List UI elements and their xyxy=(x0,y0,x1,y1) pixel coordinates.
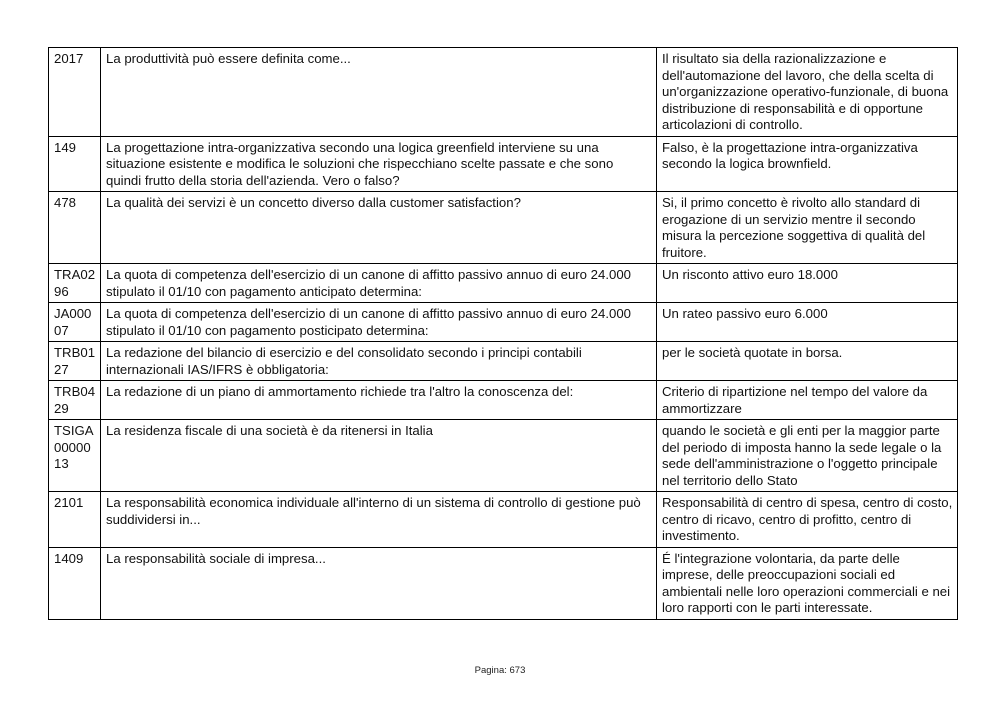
row-question: La responsabilità sociale di impresa... xyxy=(101,547,657,619)
row-code: 2017 xyxy=(49,48,101,137)
table-row xyxy=(49,420,958,492)
row-code: TSIGA0000013 xyxy=(49,420,101,492)
row-question: La responsabilità economica individuale all'interno di un sistema di controllo di gestione può suddividersi in... xyxy=(101,492,657,548)
table-row xyxy=(49,492,958,548)
table-row xyxy=(49,192,958,264)
table-row xyxy=(49,136,958,192)
row-answer: É l'integrazione volontaria, da parte delle imprese, delle preoccupazioni sociali ed ambientali nelle loro operazioni commerciali e nei loro rapporti con le parti interessate. xyxy=(657,547,958,619)
row-answer: Un rateo passivo euro 6.000 xyxy=(657,303,958,342)
row-code: 1409 xyxy=(49,547,101,619)
qa-table-container xyxy=(48,47,957,620)
table-row xyxy=(49,264,958,303)
row-answer: quando le società e gli enti per la maggior parte del periodo di imposta hanno la sede legale o la sede dell'amministrazione o l'oggetto principale nel territorio dello Stato xyxy=(657,420,958,492)
row-answer: Falso, è la progettazione intra-organizzativa secondo la logica brownfield. xyxy=(657,136,958,192)
page-number: Pagina: 673 xyxy=(474,665,526,676)
row-code: 149 xyxy=(49,136,101,192)
row-code: JA00007 xyxy=(49,303,101,342)
row-code: TRB0127 xyxy=(49,342,101,381)
row-answer: Responsabilità di centro di spesa, centro di costo, centro di ricavo, centro di profitto, centro di investimento. xyxy=(657,492,958,548)
row-code: TRA0296 xyxy=(49,264,101,303)
table-row xyxy=(49,303,958,342)
row-question: La qualità dei servizi è un concetto diverso dalla customer satisfaction? xyxy=(101,192,657,264)
row-question: La redazione del bilancio di esercizio e del consolidato secondo i principi contabili internazionali IAS/IFRS è obbligatoria: xyxy=(101,342,657,381)
row-question: La quota di competenza dell'esercizio di un canone di affitto passivo annuo di euro 24.000 stipulato il 01/10 con pagamento posticipato determina: xyxy=(101,303,657,342)
row-question: La residenza fiscale di una società è da ritenersi in Italia xyxy=(101,420,657,492)
row-question: La produttività può essere definita come... xyxy=(101,48,657,137)
row-question: La redazione di un piano di ammortamento richiede tra l'altro la conoscenza del: xyxy=(101,381,657,420)
row-answer: Criterio di ripartizione nel tempo del valore da ammortizzare xyxy=(657,381,958,420)
table-row xyxy=(49,381,958,420)
row-answer: per le società quotate in borsa. xyxy=(657,342,958,381)
row-code: 478 xyxy=(49,192,101,264)
row-code: 2101 xyxy=(49,492,101,548)
row-answer: Un risconto attivo euro 18.000 xyxy=(657,264,958,303)
row-code: TRB0429 xyxy=(49,381,101,420)
table-row xyxy=(49,48,958,137)
table-row xyxy=(49,342,958,381)
row-question: La quota di competenza dell'esercizio di un canone di affitto passivo annuo di euro 24.000 stipulato il 01/10 con pagamento anticipato determina: xyxy=(101,264,657,303)
table-row xyxy=(49,547,958,619)
row-answer: Il risultato sia della razionalizzazione e dell'automazione del lavoro, che della scelta di un'organizzazione operativo-funzionale, di buona distribuzione di responsabilità e di opportune articolazioni di controllo. xyxy=(657,48,958,137)
row-question: La progettazione intra-organizzativa secondo una logica greenfield interviene su una situazione esistente e modifica le soluzioni che rispecchiano scelte passate e che sono quindi frutto della storia dell'azienda. Vero o falso? xyxy=(101,136,657,192)
qa-table xyxy=(48,47,958,620)
row-answer: Si, il primo concetto è rivolto allo standard di erogazione di un servizio mentre il secondo misura la percezione soggettiva di qualità del fruitore. xyxy=(657,192,958,264)
